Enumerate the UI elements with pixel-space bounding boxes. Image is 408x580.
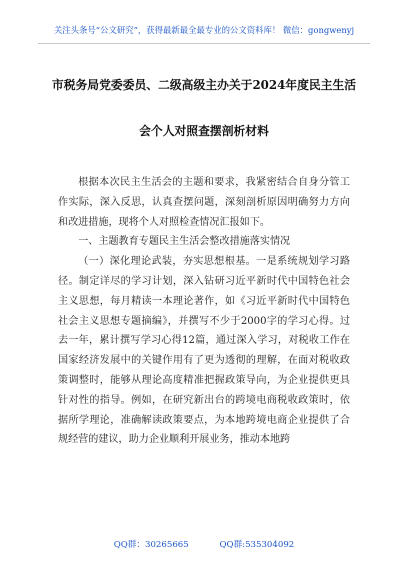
footer (0, 538, 408, 550)
section-heading: 一、主题教育专题民主生活会整改措施落实情况 (78, 236, 291, 248)
footer-qq-group-2: QQ群:535304092 (219, 540, 295, 550)
body-paragraph: （一）深化理论武装，夯实思想根基。一是系统规划学习路径。制定详尽的学习计划，深入钻研习近平新时代中国特色社会主义思想，每月精读一本理论著作，如《习近平新时代中国特色社会主义思想专题摘编》，并撰写不少于2000字的学习心得。过去一年，累计撰写学习心得12篇，通过深入学习，对税收工作在国家经济发展中的关键作用有了更为透彻的理解，在面对税收政策调整时，能够从理论高度精准把握政策导向，为企业提供更具针对性的指导。例如，在研究新出台的跨境电商税收政策时，依据所学理论，准确解读政策要点，为本地跨境电商企业提供了合规经营的建议，助力企业顺利开展业务，推动本地跨 (58, 256, 350, 446)
footer-qq-group-1: QQ群：30265665 (113, 540, 189, 550)
banner-divider (38, 43, 370, 44)
top-banner: 关注头条号“公文研究”，获得最新最全最专业的公文资料库！ 微信：gongwenyj (53, 25, 355, 35)
document-title-line2: 会个人对照查摆剖析材料 (139, 124, 269, 138)
intro-paragraph: 根据本次民主生活会的主题和要求，我紧密结合自身分管工作实际，深入反思，认真查摆问题，深刻剖析原因明确努力方向和改进措施，现将个人对照检查情况汇报如下。 (58, 177, 350, 228)
document-title-line1: 市税务局党委委员、二级高级主办关于2024年度民主生活 (51, 78, 357, 92)
document-body (58, 173, 350, 450)
